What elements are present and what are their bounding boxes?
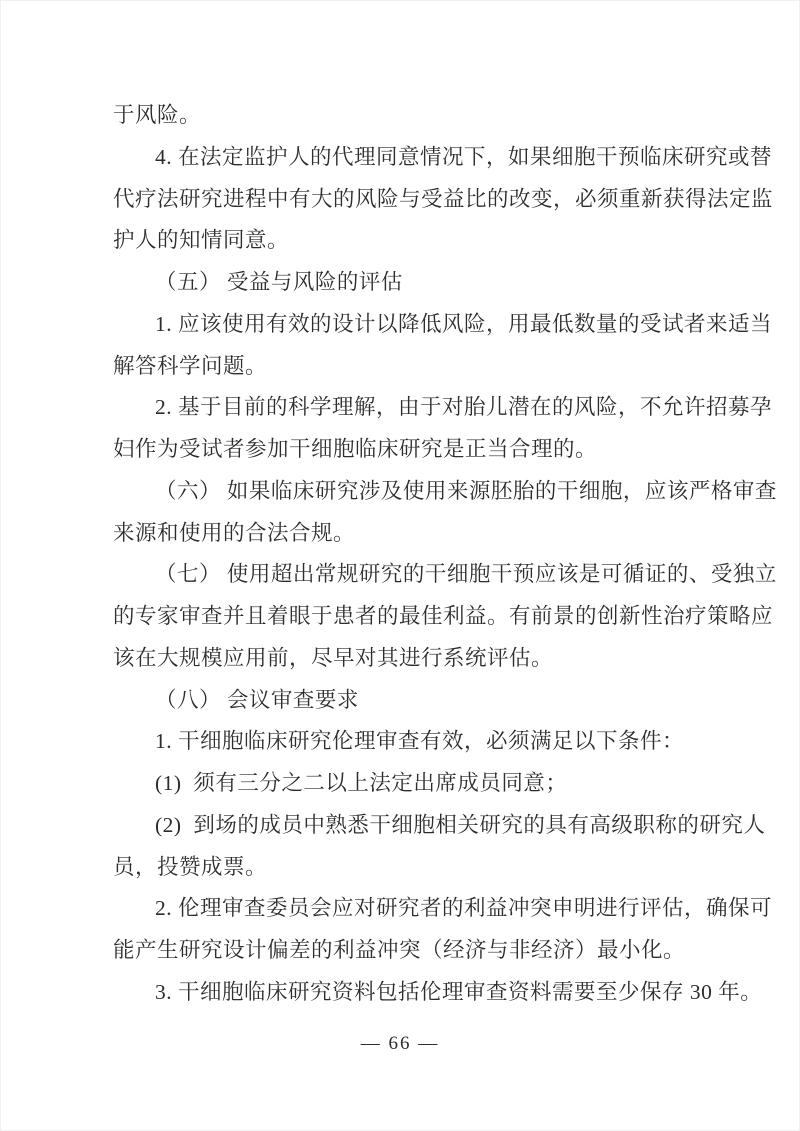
text-line: 能产生研究设计偏差的利益冲突（经济与非经济）最小化。: [113, 938, 686, 962]
text-line: 该在大规模应用前，尽早对其进行系统评估。: [113, 645, 554, 670]
section-heading-line: （六） 如果临床研究涉及使用来源胚胎的干细胞，应该严格审查: [155, 478, 777, 503]
text-line: 4. 在法定监护人的代理同意情况下，如果细胞干预临床研究或替: [155, 144, 773, 169]
text-line: 2. 基于目前的科学理解，由于对胎儿潜在的风险，不允许招募孕: [155, 395, 773, 420]
section-heading-line: （五） 受益与风险的评估: [155, 270, 403, 294]
section-heading-line: （七） 使用超出常规研究的干细胞干预应该是可循证的、受独立: [155, 562, 777, 587]
section-heading-line: （八） 会议审查要求: [155, 687, 359, 712]
text-line: 1. 应该使用有效的设计以降低风险，用最低数量的受试者来适当: [155, 311, 773, 336]
document-text-block: [113, 95, 777, 1014]
text-line: 护人的知情同意。: [113, 228, 290, 253]
text-line: 员，投赞成票。: [113, 854, 268, 879]
page-number: — 66 —: [360, 1033, 440, 1054]
text-line: 于风险。: [113, 103, 202, 127]
text-line: 解答科学问题。: [113, 353, 268, 378]
list-item-line: (2) 到场的成员中熟悉干细胞相关研究的具有高级职称的研究人: [155, 812, 766, 837]
text-line: 2. 伦理审查委员会应对研究者的利益冲突申明进行评估，确保可: [155, 896, 773, 921]
list-item-line: (1) 须有三分之二以上法定出席成员同意；: [155, 771, 568, 795]
text-line: 的专家审查并且着眼于患者的最佳利益。有前景的创新性治疗策略应: [113, 604, 774, 628]
text-line: 1. 干细胞临床研究伦理审查有效，必须满足以下条件：: [155, 729, 685, 754]
text-line: 来源和使用的合法合规。: [113, 520, 356, 545]
text-line: 3. 干细胞临床研究资料包括伦理审查资料需要至少保存 30 年。: [155, 979, 763, 1004]
text-line: 代疗法研究进程中有大的风险与受益比的改变，必须重新获得法定监: [113, 186, 774, 211]
text-line: 妇作为受试者参加干细胞临床研究是正当合理的。: [113, 437, 598, 461]
